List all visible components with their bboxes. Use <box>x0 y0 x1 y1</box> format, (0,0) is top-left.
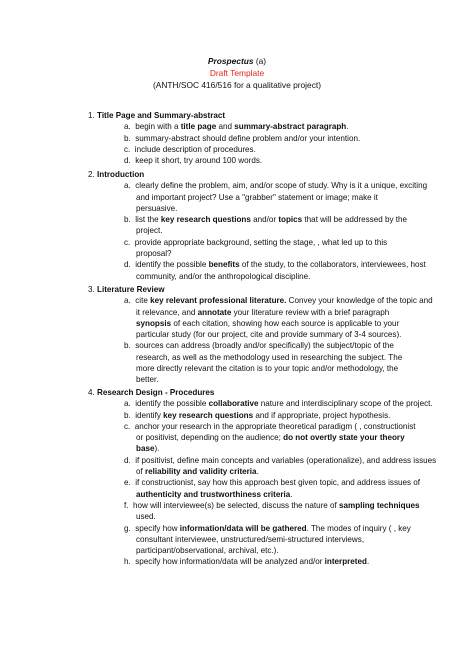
item-text: how will interviewee(s) be selected, discuss the nature of <box>133 500 340 510</box>
list-item: d. identify the possible benefits of the study, to the collaborators, interviewees, host community, and/or the anthropological discipline. <box>88 259 448 282</box>
item-text: cite <box>135 296 151 306</box>
item-line <box>136 443 448 454</box>
item-text: clearly define the problem, aim, and/or scope of study. Why is it a unique, exciting <box>135 181 428 191</box>
section-title: Introduction <box>97 170 145 179</box>
item-text: ). <box>154 444 160 454</box>
item-text: particular study (for our project, cite and provide summary of 3-4 sources). <box>136 330 402 340</box>
list-item: d. keep it short, try around 100 words. <box>124 156 263 166</box>
list-item: g. specify how information/data will be gathered. The modes of inquiry ( , key consultant interviewee, unstructured/semi-structured interviews, participant/observational, archival, etc.). <box>88 523 448 557</box>
item-bold: title page <box>180 122 217 132</box>
section-number: 3. <box>88 285 95 294</box>
item-text: anchor your research in the appropriate theoretical paradigm ( , constructionist <box>134 421 416 431</box>
item-text: consultant interviewee, unstructured/semi-structured interviews, <box>136 534 365 544</box>
item-text: nature and interdisciplinary scope of the project. <box>258 399 433 409</box>
item-bold: benefits <box>208 260 240 270</box>
item-text: of <box>136 467 145 477</box>
item-text: . <box>290 489 293 499</box>
section-introduction <box>88 169 448 282</box>
item-bold: sampling techniques <box>339 500 420 510</box>
list-item: b. list the key research questions and/or topics that will be addressed by the project. <box>88 214 448 237</box>
list-item: b. sources can address (broadly and/or specifically) the subject/topic of the research, as well as the methodology used in researching the subject. The more directly relevant the citation is to your topic and/or methodology, the better. <box>88 340 448 385</box>
item-bold: reliability and validity criteria <box>145 467 257 477</box>
item-text: if constructionist, say how this approach best given topic, and address issues of <box>135 478 421 488</box>
section-heading <box>88 284 448 295</box>
item-bold: summary-abstract paragraph <box>234 122 347 132</box>
item-text: begin with a <box>135 122 181 132</box>
section-heading <box>88 169 448 180</box>
item-text: . <box>366 557 370 567</box>
document-title <box>0 55 474 67</box>
item-line <box>136 466 448 477</box>
item-text: it relevance, and <box>136 307 198 317</box>
item-text: . <box>346 122 349 132</box>
item-text: of the study, to the collaborators, interviewees, host <box>239 260 426 270</box>
item-text: Convey your knowledge of the topic and <box>286 296 433 306</box>
list-item: a. clearly define the problem, aim, and/or scope of study. Why is it a unique, exciting and important project? Use a "grabber" statement or image; make it persuasive. <box>88 180 448 214</box>
item-text: specify how information/data will be analyzed and/or <box>135 557 325 567</box>
section-title: Literature Review <box>97 285 165 294</box>
item-text: . The modes of inquiry ( , key <box>306 523 411 533</box>
item-text: your literature review with a brief paragraph <box>231 307 390 317</box>
item-text: persuasive. <box>136 203 178 213</box>
item-bold: key research questions <box>163 410 254 420</box>
item-text: . <box>256 467 259 477</box>
item-bold: synopsis <box>136 318 172 328</box>
item-text: community, and/or the anthropological discipline. <box>136 271 311 281</box>
item-bold: do not overtly state your theory <box>283 433 405 443</box>
item-text: specify how <box>135 523 180 533</box>
list-item: a. cite key relevant professional literature. Convey your knowledge of the topic and it relevance, and annotate your literature review with a brief paragraph synopsis of each citation, showing how each source is applicable to your particular study (for our project, cite and provide summary of 3-4 sources). <box>88 295 448 340</box>
item-text: and <box>216 122 235 132</box>
item-text: and/or <box>250 215 279 225</box>
item-line <box>136 489 448 500</box>
item-bold: information/data will be gathered <box>179 523 307 533</box>
item-bold: base <box>136 444 155 454</box>
list-item: f. how will interviewee(s) be selected, discuss the nature of sampling techniques used. <box>88 500 448 523</box>
section-heading <box>88 110 448 121</box>
item-text: identify <box>135 410 164 420</box>
item-text: research, as well as the methodology used in researching the subject. The <box>136 352 403 362</box>
item-text: identify the possible <box>135 399 209 409</box>
item-bold: topics <box>278 215 303 225</box>
title-suffix: (a) <box>253 56 267 66</box>
list-item: c. anchor your research in the appropriate theoretical paradigm ( , constructionist or positivist, depending on the audience; do not overtly state your theory base). <box>88 421 448 455</box>
list-item: c. provide appropriate background, setting the stage, , what led up to this proposal? <box>88 237 448 260</box>
document-header <box>0 55 474 91</box>
list-item: b. identify key research questions and if appropriate, project hypothesis. <box>124 410 391 420</box>
list-item: d. if positivist, define main concepts and variables (operationalize), and address issues of reliability and validity criteria. <box>88 455 448 478</box>
item-text: better. <box>136 375 159 385</box>
item-text: list the <box>135 215 161 225</box>
item-text: provide appropriate background, setting the stage, , what led up to this <box>134 237 388 247</box>
list-item: c. include description of procedures. <box>124 144 256 154</box>
list-item: a. begin with a title page and summary-abstract paragraph. <box>124 122 349 132</box>
section-heading <box>88 387 448 398</box>
item-text: sources can address (broadly and/or specifically) the subject/topic of the <box>135 341 394 351</box>
section-research-design <box>88 387 448 568</box>
item-text: of each citation, showing how each source is applicable to your <box>171 318 400 328</box>
item-text: if positivist, define main concepts and variables (operationalize), and address issues <box>135 455 437 465</box>
item-bold: collaborative <box>208 399 259 409</box>
item-line <box>136 307 448 318</box>
section-title: Title Page and Summary-abstract <box>97 111 226 120</box>
item-bold: authenticity and trustworthiness criteria <box>136 489 291 499</box>
list-item: b. summary-abstract should define problem and/or your intention. <box>124 133 361 143</box>
item-text: keep it short, try around 100 words. <box>135 156 263 166</box>
item-text: include description of procedures. <box>134 144 256 154</box>
section-number: 2. <box>88 170 95 179</box>
section-number: 1. <box>88 111 95 120</box>
item-line <box>136 318 448 329</box>
list-item: a. identify the possible collaborative nature and interdisciplinary scope of the project. <box>124 399 433 409</box>
item-bold: key relevant professional literature. <box>150 296 287 306</box>
item-text: and if appropriate, project hypothesis. <box>253 410 391 420</box>
item-text: project. <box>136 226 163 236</box>
item-text: or positivist, depending on the audience; <box>136 433 284 443</box>
item-text: and important project? Use a "grabber" statement or image; make it <box>136 192 378 202</box>
section-literature-review <box>88 284 448 386</box>
item-text: participant/observational, archival, etc.). <box>136 546 279 556</box>
item-text: that will be addressed by the <box>302 215 408 225</box>
item-bold: key research questions <box>160 215 251 225</box>
item-text: proposal? <box>136 249 172 259</box>
section-number: 4. <box>88 388 95 397</box>
document-course: (ANTH/SOC 416/516 for a qualitative project) <box>152 80 322 90</box>
list-item: h. specify how information/data will be analyzed and/or interpreted. <box>124 557 370 567</box>
title-italic: Prospectus <box>207 56 254 66</box>
item-bold: annotate <box>197 307 232 317</box>
item-bold: interpreted <box>324 557 367 567</box>
item-text: summary-abstract should define problem and/or your intention. <box>135 133 361 143</box>
document-subtitle: Draft Template <box>209 68 265 78</box>
item-text: more directly relevant the citation is to your topic and/or methodology, the <box>136 364 399 374</box>
section-title-page <box>88 110 448 166</box>
section-title: Research Design - Procedures <box>97 388 215 397</box>
item-text: identify the possible <box>135 260 209 270</box>
list-item: e. if constructionist, say how this approach best given topic, and address issues of authenticity and trustworthiness criteria. <box>88 477 448 500</box>
item-line <box>136 432 448 443</box>
item-text: used. <box>136 512 156 522</box>
